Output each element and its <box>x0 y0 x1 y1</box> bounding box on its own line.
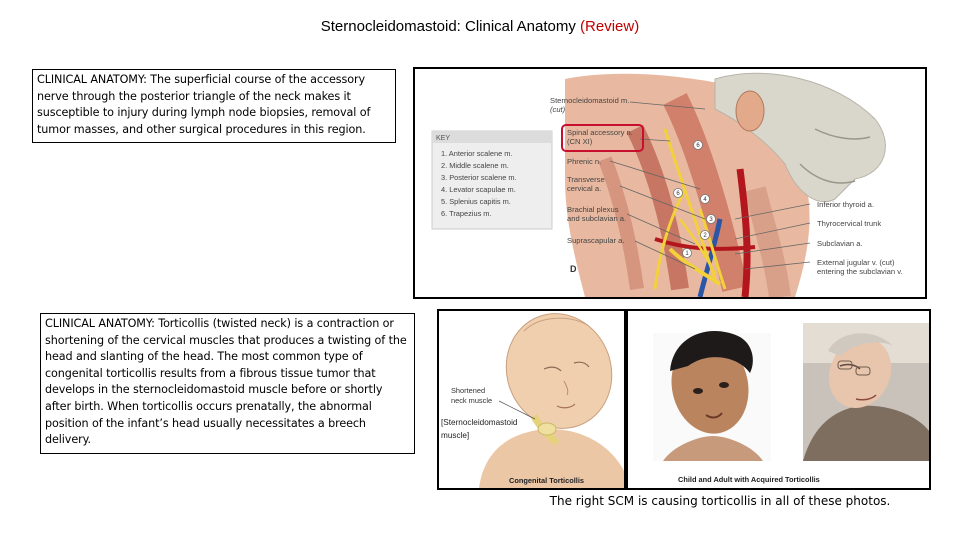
label-inferior-thyroid: Inferior thyroid a. <box>817 200 874 209</box>
label-accessory-cn: (CN XI) <box>567 137 593 146</box>
label-muscle-bracket: muscle] <box>441 431 470 440</box>
infant-illustration <box>439 311 624 488</box>
photos-caption: The right SCM is causing torticollis in all of these photos. <box>549 494 891 508</box>
panel-letter: D <box>570 264 577 274</box>
congenital-caption: Congenital Torticollis <box>509 476 585 485</box>
adult-photo <box>803 323 929 461</box>
label-neck-muscle: neck muscle <box>451 396 493 405</box>
acquired-caption: Child and Adult with Acquired Torticollis <box>678 475 820 484</box>
label-brachial-2: and subclavian a. <box>567 214 627 223</box>
circle-number: 6 <box>676 191 680 197</box>
accessory-nerve-text: CLINICAL ANATOMY: The superficial course of the accessory nerve through the posterior triangle of the neck makes it susceptible to injury during lymph node biopsies, removal of tumor masses, and other surgical procedures in this region. <box>37 73 371 136</box>
circle-number: 3 <box>709 217 713 223</box>
label-suprascapular: Suprascapular a. <box>567 236 625 245</box>
key-item: 1. Anterior scalene m. <box>441 149 513 158</box>
torticollis-textbox <box>40 313 415 454</box>
key-item: 2. Middle scalene m. <box>441 161 509 170</box>
congenital-torticollis-figure <box>437 309 626 490</box>
label-scm-bracket: [Sternocleidomastoid <box>441 418 518 427</box>
label-ext-jugular: External jugular v. (cut) <box>817 258 895 267</box>
torticollis-text: CLINICAL ANATOMY: Torticollis (twisted neck) is a contraction or shortening of the cervical muscles that produces a twisting of the head and slanting of the head. The most common type of congenital torticollis results from a fibrous tissue tumor that develops in the sternocleidomastoid muscle before or shortly after birth. When torticollis occurs prenatally, the abnormal position of the infant’s head usually necessitates a breech delivery. <box>45 317 407 447</box>
label-transverse: Transverse <box>567 175 605 184</box>
label-subclavian: Subclavian a. <box>817 239 863 248</box>
label-ext-jugular-2: entering the subclavian v. <box>817 267 903 276</box>
neck-anatomy-illustration <box>415 69 925 297</box>
label-transverse-2: cervical a. <box>567 184 602 193</box>
label-brachial: Brachial plexus <box>567 205 619 214</box>
key-item: 4. Levator scapulae m. <box>441 185 516 194</box>
child-photo <box>653 331 771 461</box>
label-phrenic: Phrenic n. <box>567 157 602 166</box>
circle-number: 2 <box>703 233 707 239</box>
neck-anatomy-figure <box>413 67 927 299</box>
page-title <box>0 18 960 35</box>
acquired-torticollis-photos <box>628 311 929 488</box>
circle-number: 1 <box>685 251 689 257</box>
circle-number: 4 <box>703 197 707 203</box>
title-accent: (Review) <box>580 18 640 35</box>
title-main: Sternocleidomastoid: Clinical Anatomy <box>320 18 576 35</box>
key-item: 3. Posterior scalene m. <box>441 173 517 182</box>
key-item: 6. Trapezius m. <box>441 209 492 218</box>
label-thyrocervical: Thyrocervical trunk <box>817 219 882 228</box>
label-scm-cut: (cut) <box>550 105 566 114</box>
circle-number: 6 <box>696 143 700 149</box>
acquired-torticollis-figure <box>626 309 931 490</box>
key-item: 5. Splenius capitis m. <box>441 197 511 206</box>
key-box <box>432 131 552 229</box>
label-scm: Sternocleidomastoid m. <box>550 96 630 105</box>
label-shortened: Shortened <box>451 386 486 395</box>
label-accessory: Spinal accessory n. <box>567 128 633 137</box>
accessory-nerve-textbox <box>32 69 396 143</box>
key-title: KEY <box>436 135 451 142</box>
